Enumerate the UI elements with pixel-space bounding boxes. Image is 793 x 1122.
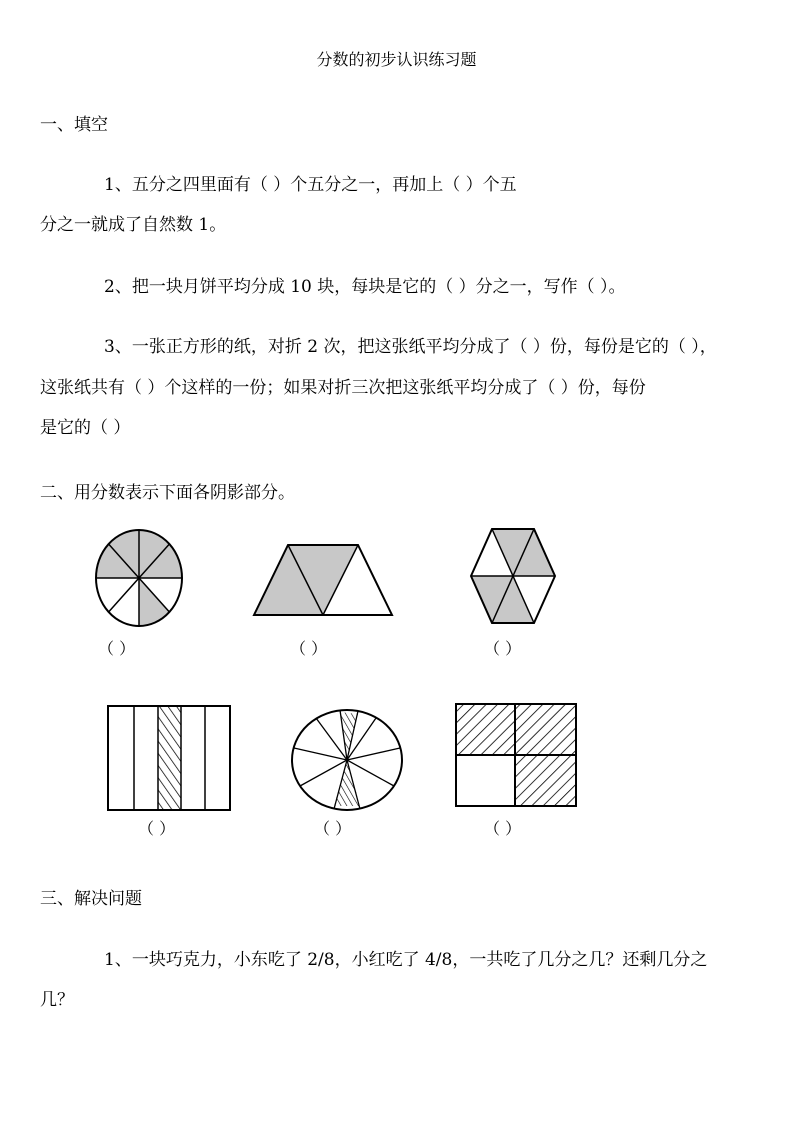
q3-line1: 3、一张正方形的纸，对折 2 次，把这张纸平均分成了（ ）份，每份是它的（ ）， <box>104 337 717 357</box>
answer-paren-5: （ ） <box>314 819 352 838</box>
answer-paren-3: （ ） <box>484 639 522 658</box>
strip-shaded <box>158 706 181 810</box>
figure-hexagon <box>468 526 558 626</box>
answer-paren-1: （ ） <box>98 639 136 658</box>
s3-q1-line1: 1、一块巧克力，小东吃了 2/8，小红吃了 4/8，一共吃了几分之几？还剩几分之 <box>104 950 708 970</box>
q3-line3: 是它的（ ） <box>40 418 131 438</box>
q1-line2: 分之一就成了自然数 1。 <box>40 215 227 235</box>
circle-shaded-bottom <box>334 760 360 806</box>
figure-strips <box>106 704 232 812</box>
answer-paren-2: （ ） <box>290 639 328 658</box>
s3-q1-line2: 几？ <box>40 990 74 1010</box>
q3-line2: 这张纸共有（ ）个这样的一份；如果对折三次把这张纸平均分成了（ ）份，每份 <box>40 378 646 398</box>
q1-line1: 1、五分之四里面有（ ）个五分之一，再加上（ ）个五 <box>104 175 517 195</box>
quarter-shaded-topleft <box>456 704 515 755</box>
q2-line1: 2、把一块月饼平均分成 10 块，每块是它的（ ）分之一，写作（ ）。 <box>104 277 626 297</box>
answer-paren-4: （ ） <box>138 819 176 838</box>
quarter-shaded-bottomright <box>515 755 576 806</box>
figure-trapezoid <box>252 542 394 618</box>
figure-ellipse <box>94 528 184 628</box>
page-title: 分数的初步认识练习题 <box>316 50 477 69</box>
section3-heading: 三、解决问题 <box>40 889 142 909</box>
section2-heading: 二、用分数表示下面各阴影部分。 <box>40 483 295 503</box>
section1-heading: 一、填空 <box>40 115 108 135</box>
answer-paren-6: （ ） <box>484 819 522 838</box>
figure-quarters <box>454 702 578 808</box>
figure-circle <box>290 708 404 812</box>
quarter-shaded-topright <box>515 704 576 755</box>
